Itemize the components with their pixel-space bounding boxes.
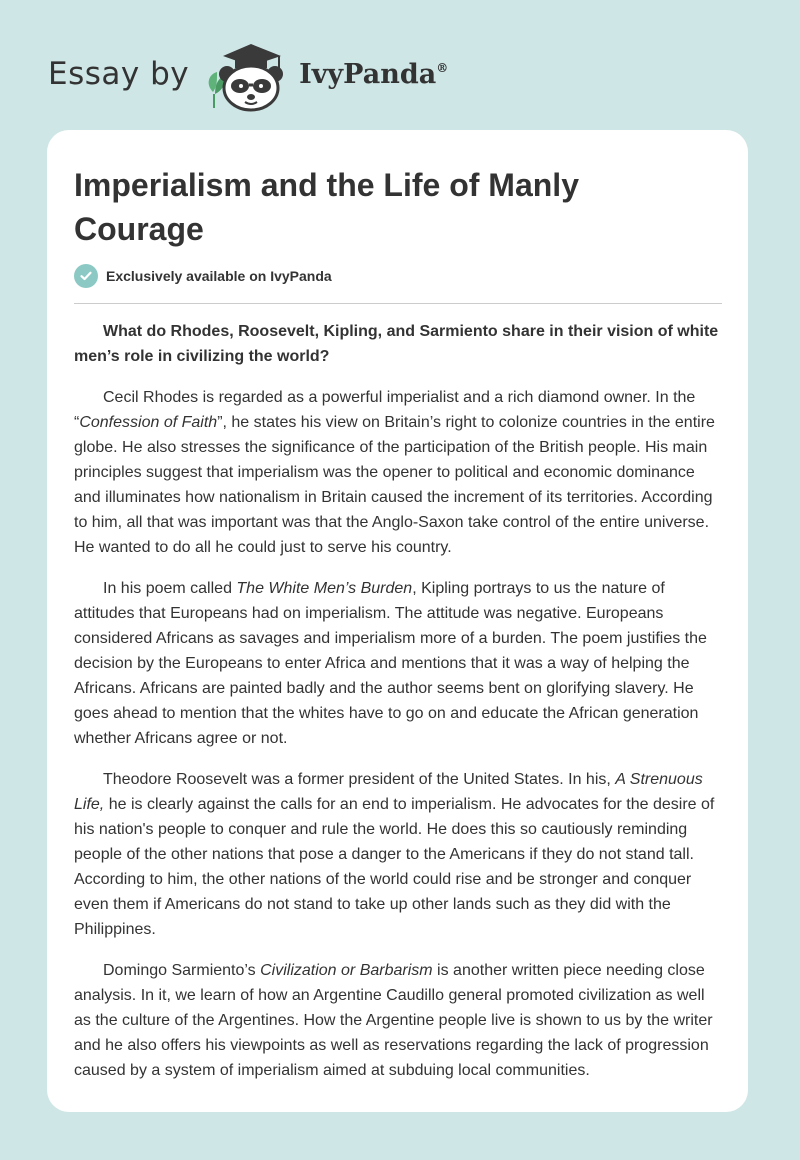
brand-name[interactable]: IvyPanda®	[299, 58, 449, 90]
page-title: Imperialism and the Life of Manly Courage	[74, 167, 579, 247]
work-title: The White Men’s Burden	[236, 580, 413, 597]
paragraph-sarmiento: Domingo Sarmiento’s Civilization or Barbarism is another written piece needing close analysis. In it, we learn of how an Argentine Caudillo general promoted civilization as well as the culture of the Argentines. How the Argentine people live is shown to us by the writer and he also offers his viewpoints as well as reservations regarding the lack of progression caused by a system of imperialism aimed at subduing local communities.	[74, 962, 713, 1079]
panda-logo-icon[interactable]	[203, 36, 293, 112]
registered-mark: ®	[436, 60, 449, 75]
paragraph-kipling: In his poem called The White Men’s Burden, Kipling portrays to us the nature of attitudes that Europeans had on imperialism. The attitude was negative. Europeans considered Africans as savages and imperialism more of a burden. The poem justifies the decision by the Europeans to enter Africa and mentions that it was a way of helping the Africans. Africans are painted badly and the author seems bent on glorifying slavery. He goes ahead to mention that the whites have to go on and educate the African generation whether Africans agree or not.	[74, 580, 707, 747]
exclusive-badge	[74, 264, 332, 288]
essay-body	[74, 319, 724, 1099]
work-title: Confession of Faith	[79, 414, 218, 431]
paragraph-roosevelt: Theodore Roosevelt was a former president of the United States. In his, A Strenuous Life, he is clearly against the calls for an end to imperialism. He advocates for the desire of his nation's people to conquer and rule the world. He does this so cautiously reminding people of the other nations that pose a danger to the Americans if they do not stand tall. According to him, the other nations of the world could rise and be stronger and conquer even them if Americans do not stand to take up other lands such as they did with the Philippines.	[74, 771, 715, 938]
paragraph-rhodes: Cecil Rhodes is regarded as a powerful imperialist and a rich diamond owner. In the “Confession of Faith”, he states his view on Britain’s right to colonize countries in the entire globe. He also stresses the significance of the participation of the British people. His main principles suggest that imperialism was the opener to political and economic dominance and illuminates how nationalism in Britain caused the increment of its territories. According to him, all that was important was that the Anglo-Saxon take control of the entire universe. He wanted to do all he could just to serve his country.	[74, 389, 715, 556]
work-title: Civilization or Barbarism	[260, 962, 433, 979]
divider	[74, 303, 722, 304]
work-title: A Strenuous Life,	[74, 771, 703, 813]
brand-prefix: Essay by	[48, 56, 190, 92]
essay-question: What do Rhodes, Roosevelt, Kipling, and Sarmiento share in their vision of white men’s role in civilizing the world?	[74, 323, 719, 365]
brand-header	[48, 34, 448, 114]
badge-text: Exclusively available on IvyPanda	[106, 268, 332, 284]
essay-card	[47, 130, 748, 1112]
check-circle-icon	[74, 264, 98, 288]
